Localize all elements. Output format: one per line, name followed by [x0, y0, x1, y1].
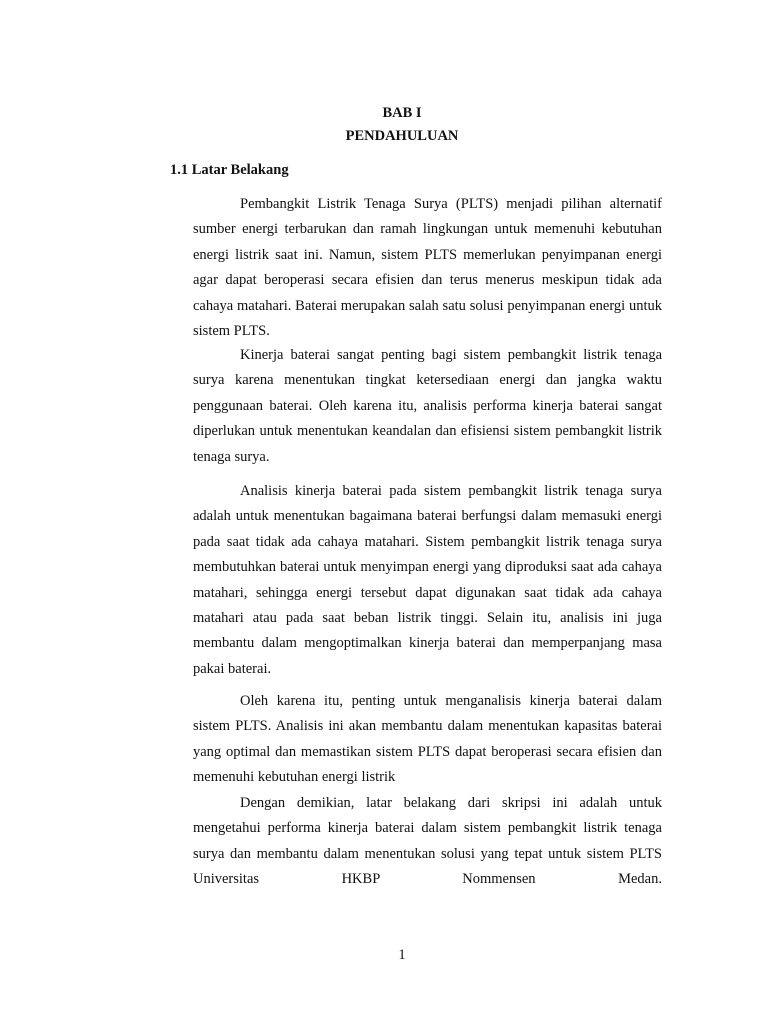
page-number: 1	[398, 947, 406, 963]
section-title: 1.1 Latar Belakang	[170, 162, 289, 178]
chapter-title: PENDAHULUAN	[345, 128, 459, 144]
paragraph-5: Dengan demikian, latar belakang dari skripsi ini adalah untuk mengetahui performa kinerja baterai dalam sistem pembangkit listrik tenaga surya dan membantu dalam menentukan solusi yang tepat untuk sistem PLTS Universitas HKBP Nommensen Medan.	[193, 795, 662, 888]
paragraph-4: Oleh karena itu, penting untuk menganalisis kinerja baterai dalam sistem PLTS. Analisis ini akan membantu dalam menentukan kapasitas baterai yang optimal dan memastikan sistem PLTS dapat beroperasi secara efisien dan memenuhi kebutuhan energi listrik	[193, 693, 662, 786]
paragraph-2: Kinerja baterai sangat penting bagi sistem pembangkit listrik tenaga surya karena menentukan tingkat ketersediaan energi dan jangka waktu penggunaan baterai. Oleh karena itu, analisis performa kinerja baterai sangat diperlukan untuk menentukan keandalan dan efisiensi sistem pembangkit listrik tenaga surya.	[193, 347, 662, 465]
paragraph-3: Analisis kinerja baterai pada sistem pembangkit listrik tenaga surya adalah untuk menentukan bagaimana baterai berfungsi dalam memasuki energi pada saat tidak ada cahaya matahari. Sistem pembangkit listrik tenaga surya membutuhkan baterai untuk menyimpan energi yang diproduksi saat ada cahaya matahari, sehingga energi tersebut dapat digunakan saat tidak ada cahaya matahari atau pada saat beban listrik tinggi. Selain itu, analisis ini juga membantu dalam mengoptimalkan kinerja baterai dan memperpanjang masa pakai baterai.	[193, 483, 662, 677]
chapter-label: BAB I	[382, 105, 422, 121]
paragraph-1: Pembangkit Listrik Tenaga Surya (PLTS) menjadi pilihan alternatif sumber energi terbarukan dan ramah lingkungan untuk memenuhi kebutuhan energi listrik saat ini. Namun, sistem PLTS memerlukan penyimpanan energi agar dapat beroperasi secara efisien dan terus menerus meskipun tidak ada cahaya matahari. Baterai merupakan salah satu solusi penyimpanan energi untuk sistem PLTS.	[193, 196, 662, 340]
